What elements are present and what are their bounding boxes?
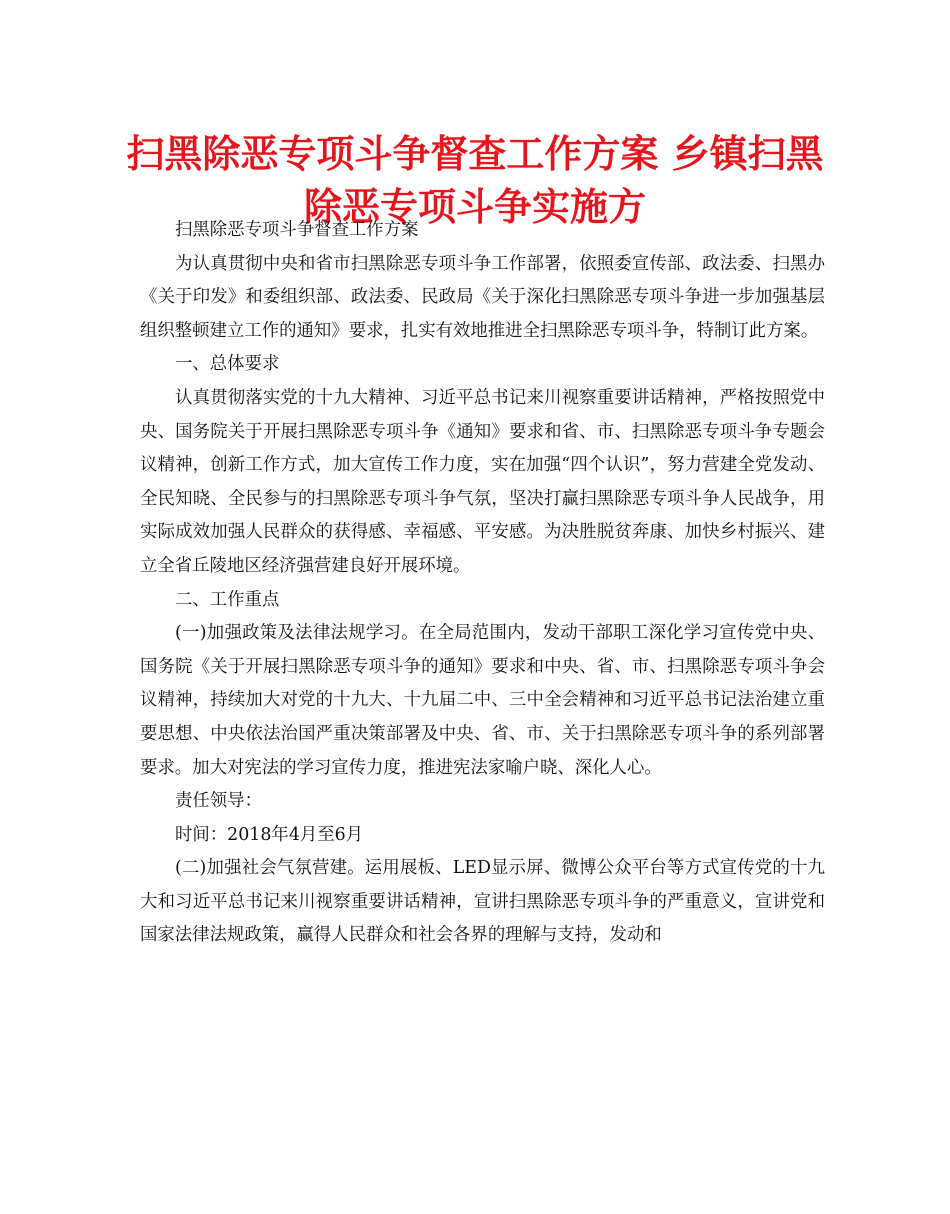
paragraph-item-2: (二)加强社会气氛营建。运用展板、LED显示屏、微博公众平台等方式宣传党的十九大和习近平总书记来川视察重要讲话精神，宣讲扫黑除恶专项斗争的严重意义，宣讲党和国家法律法规政策，赢得人民群众和社会各界的理解与支持，发动和 [140,858,825,946]
paragraph-time: 时间：2018年4月至6月 [175,824,364,845]
paragraph-subtitle: 扫黑除恶专项斗争督查工作方案 [175,220,419,240]
paragraph-item-1: (一)加强政策及法律法规学习。在全局范围内，发动干部职工深化学习宣传党中央、国务院《关于开展扫黑除恶专项斗争的通知》要求和中央、省、市、扫黑除恶专项斗争会议精神，持续加大对党的十九大、十九届二中、三中全会精神和习近平总书记法治建立重要思想、中央依法治国严重决策部署及中央、省、市、关于扫黑除恶专项斗争的系列部署要求。加大对宪法的学习宣传力度，推进宪法家喻户晓、深化人心。 [140,623,825,778]
document-title: 扫黑除恶专项斗争督查工作方案 乡镇扫黑除恶专项斗争实施方 [126,132,824,229]
paragraph-responsible-leader: 责任领导： [175,791,262,812]
section-heading-2: 二、工作重点 [175,589,280,610]
document-body [140,214,825,953]
section-heading-1: 一、总体要求 [175,354,280,375]
paragraph-requirements: 认真贯彻落实党的十九大精神、习近平总书记来川视察重要讲话精神，严格按照党中央、国务院关于开展扫黑除恶专项斗争《通知》要求和省、市、扫黑除恶专项斗争专题会议精神，创新工作方式，加大宣传工作力度，实在加强“四个认识”，努力营建全党发动、全民知晓、全民参与的扫黑除恶专项斗争气氛，坚决打赢扫黑除恶专项斗争人民战争，用实际成效加强人民群众的获得感、幸福感、平安感。为决胜脱贫奔康、加快乡村振兴、建立全省丘陵地区经济强营建良好开展环境。 [140,387,825,576]
paragraph-intro: 为认真贯彻中央和省市扫黑除恶专项斗争工作部署，依照委宣传部、政法委、扫黑办《关于印发》和委组织部、政法委、民政局《关于深化扫黑除恶专项斗争进一步加强基层组织整顿建立工作的通知》要求，扎实有效地推进全扫黑除恶专项斗争，特制订此方案。 [140,253,825,341]
